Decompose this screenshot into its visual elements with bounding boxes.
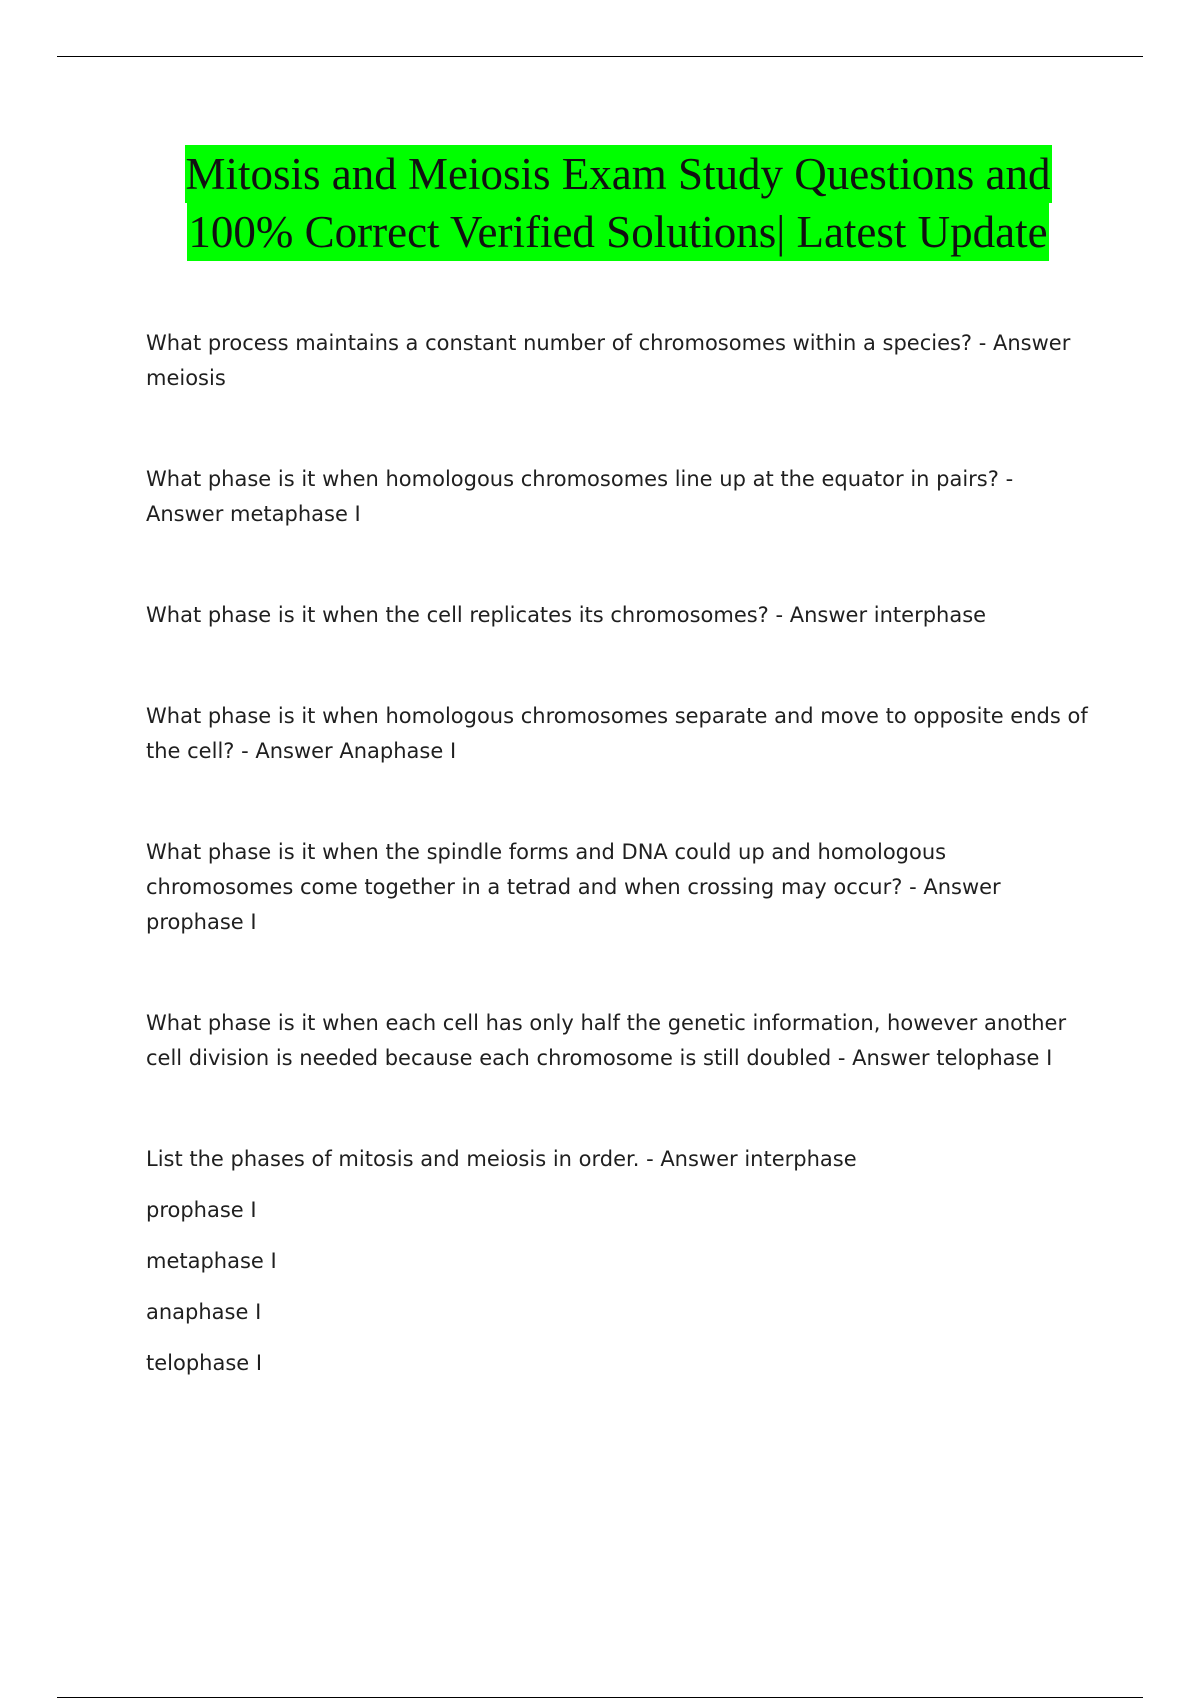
qa-paragraph: What phase is it when the spindle forms and DNA could up and homologous chromosomes come together in a tetrad and when crossing may occur? - Answer prophase I [146, 840, 1001, 934]
top-rule [57, 56, 1143, 57]
qa-paragraph: What phase is it when homologous chromosomes line up at the equator in pairs? - Answer metaphase I [146, 467, 1014, 526]
qa-paragraph: What phase is it when the cell replicates its chromosomes? - Answer interphase [146, 603, 987, 627]
document-title [0, 145, 1200, 261]
qa-paragraph: What phase is it when each cell has only half the genetic information, however another cell division is needed because each chromosome is still doubled - Answer telophase I [146, 1011, 1067, 1070]
bottom-rule [57, 1697, 1143, 1698]
title-line-2: 100% Correct Verified Solutions| Latest Update [187, 203, 1048, 261]
title-line-1: Mitosis and Meiosis Exam Study Questions and [185, 145, 1052, 203]
qa-paragraph: List the phases of mitosis and meiosis in order. - Answer interphase [146, 1147, 857, 1171]
list-item: anaphase I [146, 1300, 262, 1324]
qa-paragraph: What phase is it when homologous chromosomes separate and move to opposite ends of the cell? - Answer Anaphase I [146, 704, 1088, 763]
qa-paragraph: What process maintains a constant number of chromosomes within a species? - Answer meiosis [146, 331, 1071, 390]
list-item: metaphase I [146, 1249, 277, 1273]
list-item: prophase I [146, 1198, 257, 1222]
document-body [146, 326, 1096, 1397]
list-item: telophase I [146, 1351, 263, 1375]
